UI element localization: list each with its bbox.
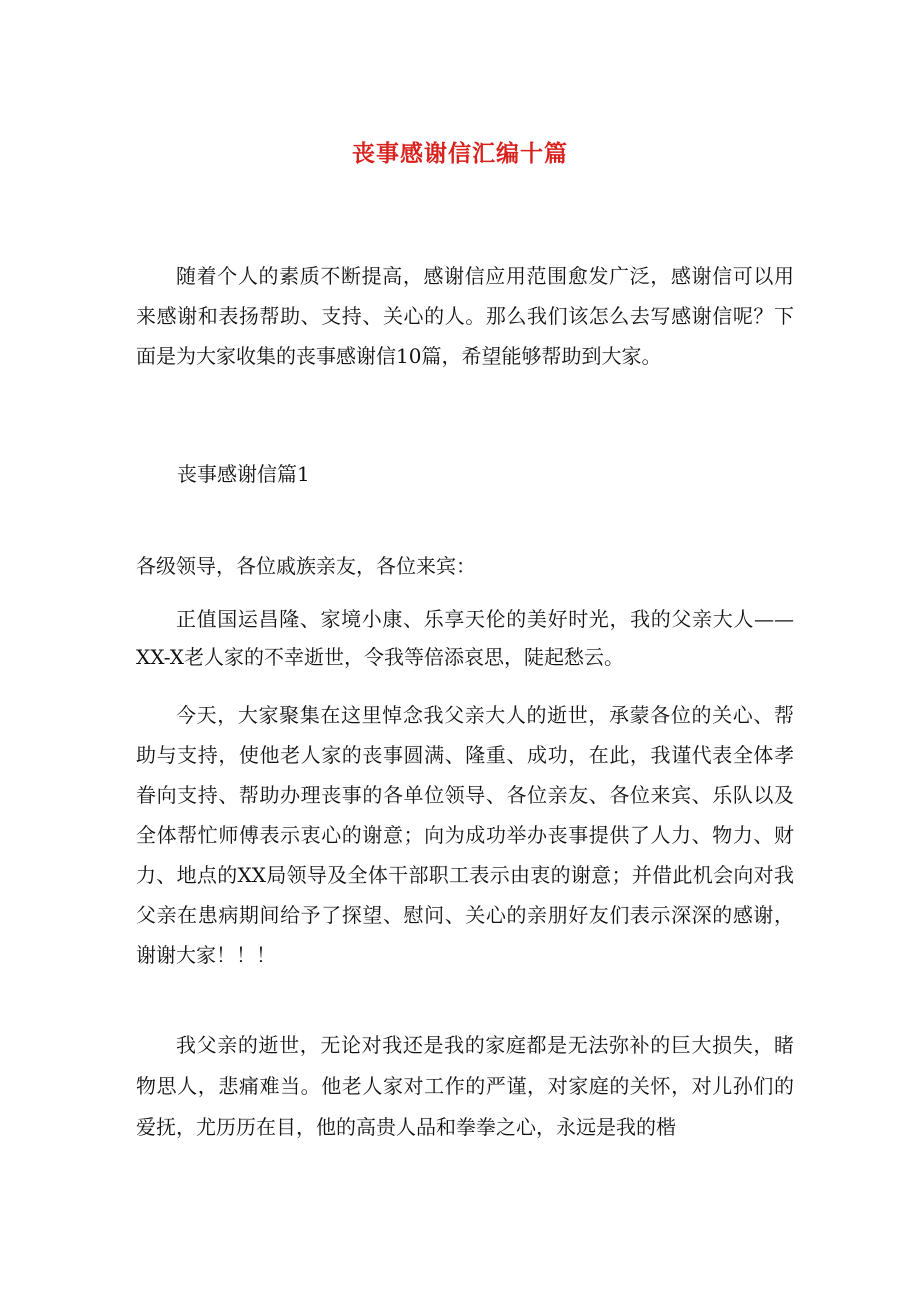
letter-salutation: 各级领导，各位戚族亲友，各位来宾： [136,554,476,578]
letter-paragraph-3: 我父亲的逝世，无论对我还是我的家庭都是无法弥补的巨大损失，睹物思人，悲痛难当。他老人家对工作的严谨，对家庭的关怀，对儿孙们的爱抚，尤历历在目，他的高贵人品和拳拳之心，永远是我的楷 [136,1033,794,1139]
intro-paragraph: 随着个人的素质不断提高，感谢信应用范围愈发广泛，感谢信可以用来感谢和表扬帮助、支持、关心的人。那么我们该怎么去写感谢信呢？下面是为大家收集的丧事感谢信10篇，希望能够帮助到大家。 [136,264,794,368]
section-heading: 丧事感谢信篇1 [177,462,310,486]
letter-paragraph-1: 正值国运昌隆、家境小康、乐享天伦的美好时光，我的父亲大人——XX-X老人家的不幸逝世，令我等倍添哀思，陡起愁云。 [136,607,794,669]
letter-paragraph-2: 今天，大家聚集在这里悼念我父亲大人的逝世，承蒙各位的关心、帮助与支持，使他老人家的丧事圆满、隆重、成功，在此，我谨代表全体孝眷向支持、帮助办理丧事的各单位领导、各位亲友、各位来宾、乐队以及全体帮忙师傅表示衷心的谢意；向为成功举办丧事提供了人力、物力、财力、地点的XX局领导及全体干部职工表示由衷的谢意；并借此机会向对我父亲在患病期间给予了探望、慰问、关心的亲朋好友们表示深深的感谢，谢谢大家！！！ [136,703,794,967]
document-title: 丧事感谢信汇编十篇 [352,140,568,168]
